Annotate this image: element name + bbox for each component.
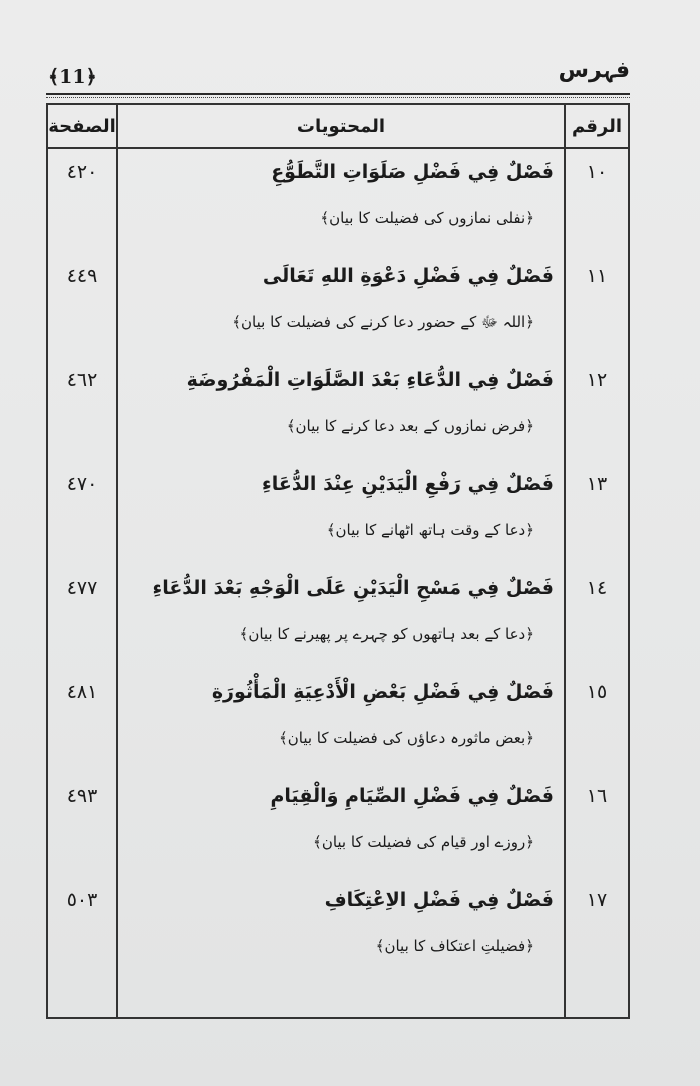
entry-title: فَصْلٌ فِي فَضْلِ الاِعْتِكَافِ	[324, 889, 554, 911]
entry-page-number: ٤٦٢	[66, 369, 98, 391]
entry-number: ١٥	[586, 681, 608, 703]
entry-page-number: ٤٨١	[66, 681, 98, 703]
entry-subtitle: ﴿دعا کے بعد ہاتھوں کو چہرے پر پھیرنے کا بیان﴾	[239, 625, 534, 643]
entry-subtitle: ﴿فرض نمازوں کے بعد دعا کرنے کا بیان﴾	[286, 417, 534, 435]
entry-page-number: ٥٠٣	[66, 889, 98, 911]
entry-title: فَصْلٌ فِي فَضْلِ صَلَوَاتِ التَّطَوُّعِ	[271, 161, 554, 183]
entry-page-number: ٤٧٧	[66, 577, 98, 599]
entry-number: ١٦	[586, 785, 608, 807]
entry-subtitle: ﴿فضیلتِ اعتکاف کا بیان﴾	[375, 937, 534, 955]
contents-column	[117, 148, 565, 1018]
entry-number: ١٠	[586, 161, 608, 183]
entry-page-number: ٤٢٠	[66, 161, 98, 183]
entry-number: ١٤	[586, 577, 608, 599]
running-head: فہرس	[558, 58, 630, 83]
header-dotted-rule	[46, 97, 630, 98]
contents-table	[46, 103, 630, 1019]
entry-title: فَصْلٌ فِي مَسْحِ الْيَدَيْنِ عَلَى الْوَجْهِ بَعْدَ الدُّعَاءِ	[152, 577, 554, 599]
header-rule	[46, 93, 630, 95]
entry-subtitle: ﴿دعا کے وقت ہاتھ اٹھانے کا بیان﴾	[326, 521, 534, 539]
entry-title: فَصْلٌ فِي الدُّعَاءِ بَعْدَ الصَّلَوَاتِ الْمَفْرُوضَةِ	[186, 369, 554, 391]
page-column	[47, 148, 117, 1018]
entry-subtitle: ﴿بعض ماثورہ دعاؤں کی فضیلت کا بیان﴾	[278, 729, 534, 747]
number-column	[565, 148, 629, 1018]
entry-title: فَصْلٌ فِي فَضْلِ الصِّيَامِ وَالْقِيَامِ	[270, 785, 554, 807]
column-header-number: الرقم	[565, 104, 629, 148]
entry-title: فَصْلٌ فِي رَفْعِ الْيَدَيْنِ عِنْدَ الدُّعَاءِ	[262, 473, 554, 495]
entry-page-number: ٤٤٩	[66, 265, 98, 287]
table-body	[47, 148, 629, 1018]
entry-subtitle: ﴿نفلی نمازوں کی فضیلت کا بیان﴾	[320, 209, 534, 227]
entry-title: فَصْلٌ فِي فَضْلِ دَعْوَةِ اللهِ تَعَالَى	[262, 265, 554, 287]
entry-number: ١٣	[586, 473, 608, 495]
entry-number: ١٧	[586, 889, 608, 911]
entry-page-number: ٤٩٣	[66, 785, 98, 807]
table-header-row	[47, 104, 629, 148]
entry-number: ١٢	[586, 369, 608, 391]
entry-number: ١١	[586, 265, 608, 287]
entry-page-number: ٤٧٠	[66, 473, 98, 495]
entry-subtitle: ﴿روزے اور قیام کی فضیلت کا بیان﴾	[313, 833, 534, 851]
column-header-page: الصفحة	[47, 104, 117, 148]
page-header	[40, 56, 630, 90]
entry-title: فَصْلٌ فِي فَضْلِ بَعْضِ الْأَدْعِيَةِ الْمَأْثُورَةِ	[211, 681, 554, 703]
entry-subtitle: ﴿اللہ ﷻ کے حضور دعا کرنے کی فضیلت کا بیان﴾	[232, 313, 534, 331]
column-header-contents: المحتويات	[117, 104, 565, 148]
page-number: ﴾11﴿	[48, 66, 97, 88]
